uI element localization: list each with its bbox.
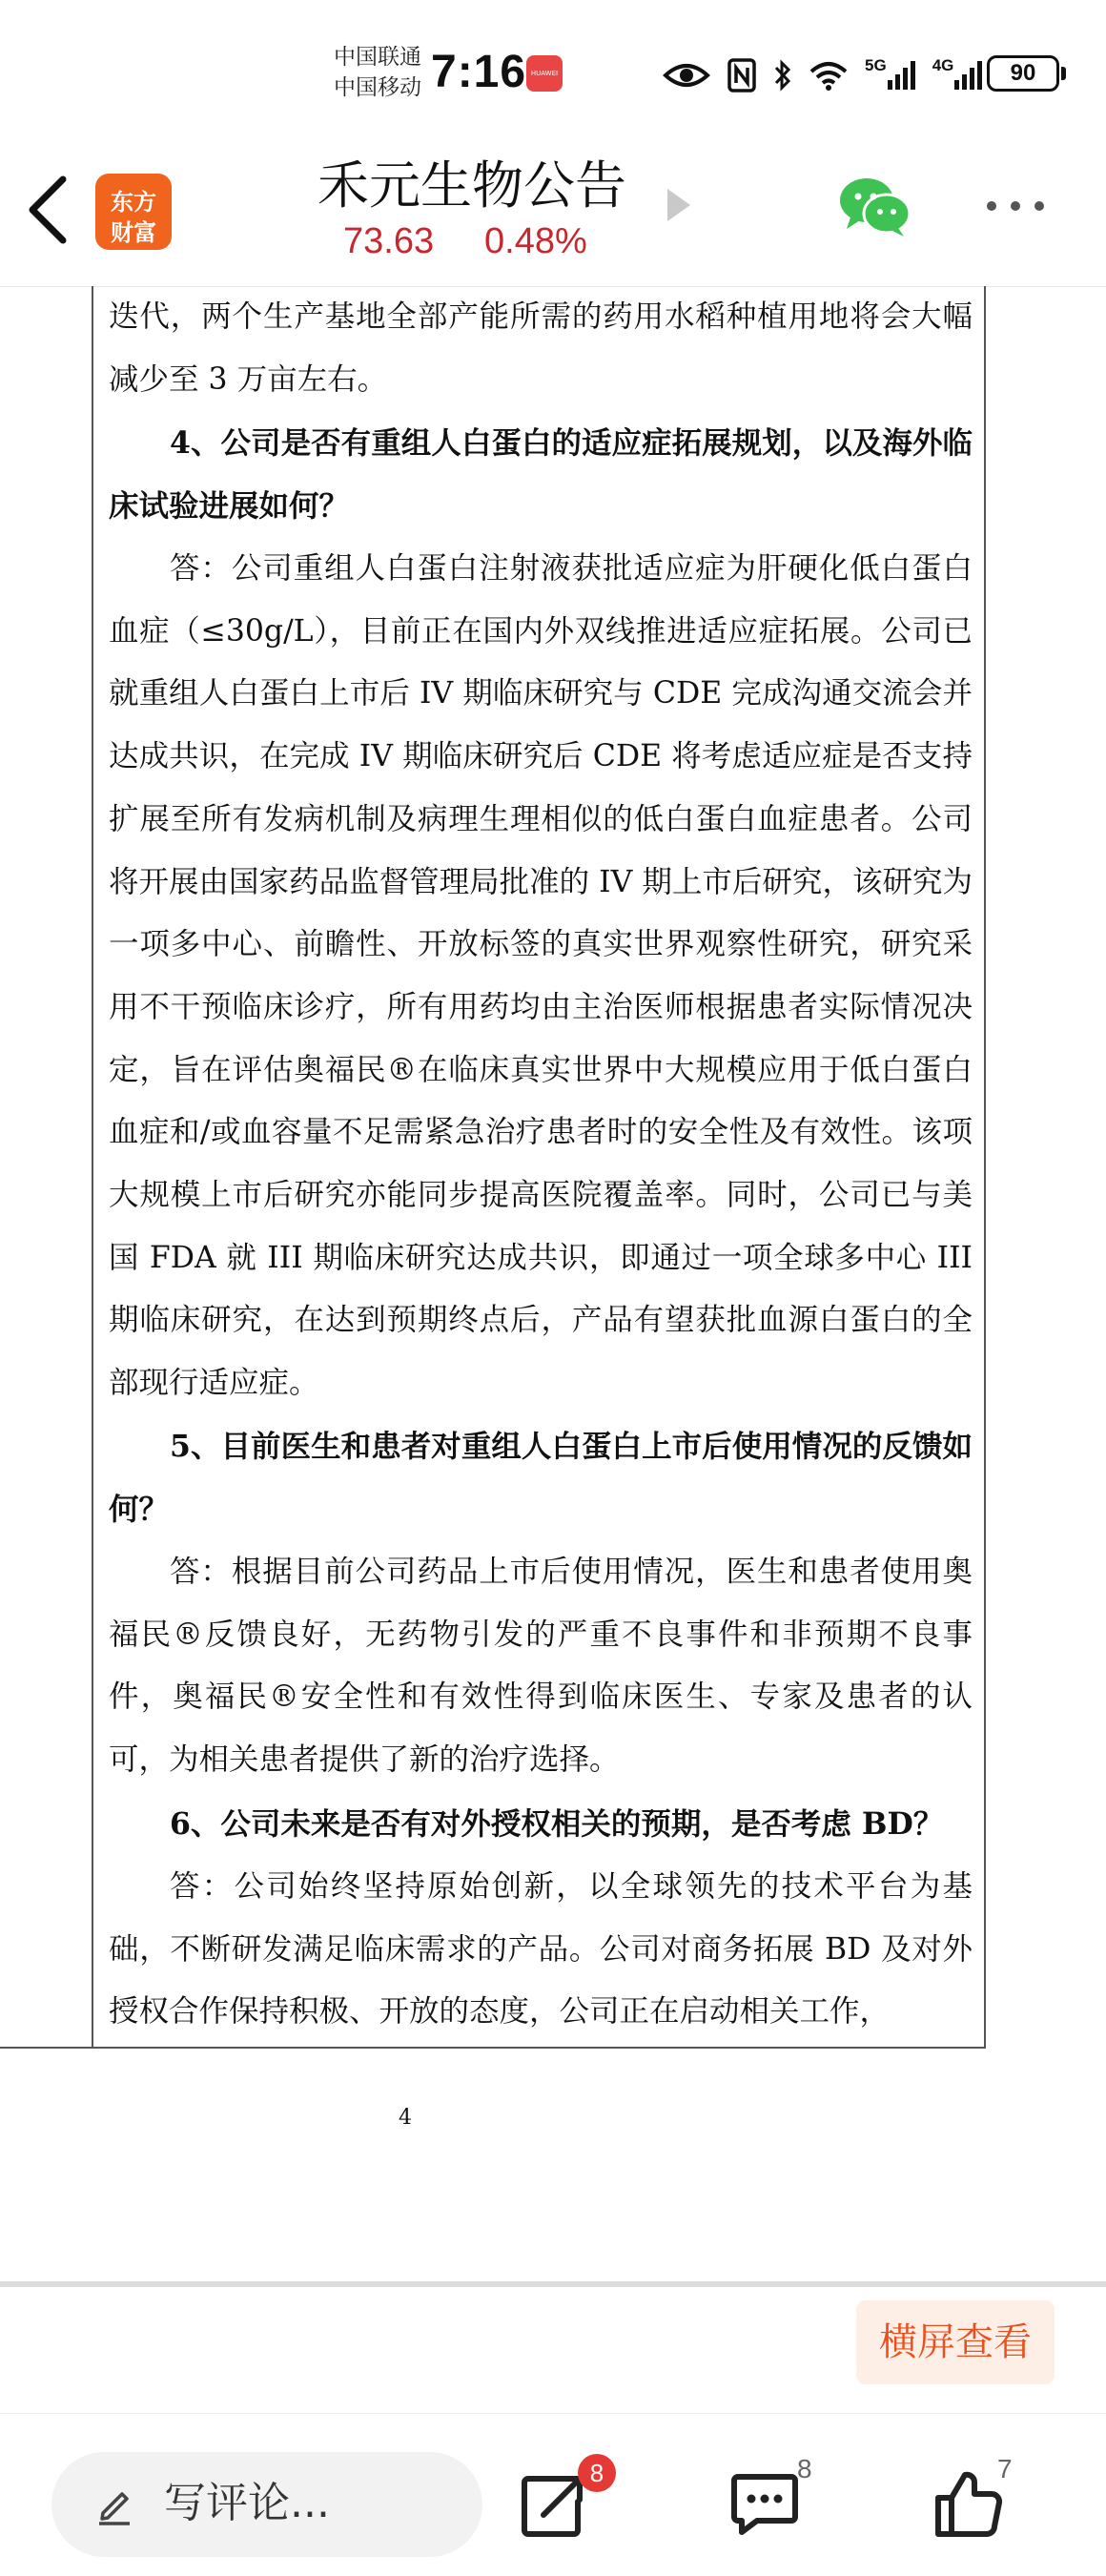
clock: 7:16 <box>431 47 527 97</box>
back-button[interactable] <box>21 172 78 248</box>
battery-icon <box>987 55 1059 92</box>
question-heading: 4、公司是否有重组人白蛋白的适应症拓展规划，以及海外临床试验进展如何？ <box>109 425 973 524</box>
wechat-icon <box>837 174 913 240</box>
status-icons <box>663 52 982 99</box>
comment-placeholder: 写评论... <box>164 2479 330 2527</box>
nav-header <box>0 153 1106 287</box>
page-number: 4 <box>399 2106 412 2130</box>
table-border-bottom <box>0 2047 986 2049</box>
network-2-label: 4G <box>932 56 954 74</box>
stock-change-pct: 0.48% <box>484 221 587 261</box>
bluetooth-icon <box>773 58 792 93</box>
page-title: 禾元生物公告 <box>317 155 626 216</box>
comments-button[interactable] <box>728 2467 801 2544</box>
bottom-action-bar <box>0 2413 1106 2576</box>
paragraph-text: 迭代，两个生产基地全部产能所需的药用水稻种植用地将会大幅减少至 3 万亩左右。 <box>109 299 973 397</box>
question-heading: 6、公司未来是否有对外授权相关的预期，是否考虑 BD？ <box>170 1806 944 1842</box>
signal-5g-icon <box>865 56 915 90</box>
eye-icon <box>663 61 710 90</box>
answer-text: 答：根据目前公司药品上市后使用情况，医生和患者使用奥福民®反馈良好，无药物引发的严重不良事件和非预期不良事件，奥福民®安全性和有效性得到临床医生、专家及患者的认可，为相关患者提供了新的治疗选择。 <box>109 1555 973 1778</box>
comment-count: 8 <box>797 2454 812 2483</box>
wechat-share-button[interactable] <box>837 174 913 240</box>
thumbs-up-icon <box>932 2467 1005 2540</box>
like-button[interactable] <box>932 2467 1005 2544</box>
battery-level: 90 <box>1010 60 1036 86</box>
chevron-left-icon <box>21 172 78 248</box>
announcement-document[interactable] <box>0 286 1106 2279</box>
signal-4g-icon <box>932 56 983 90</box>
carrier-2: 中国移动 <box>334 75 421 100</box>
huawei-notification-icon: HUAWEI <box>526 55 563 92</box>
answer-text: 答：公司始终坚持原始创新，以全球领先的技术平台为基础，不断研发满足临床需求的产品。公司对商务拓展 BD 及对外授权合作保持积极、开放的态度，公司正在启动相关工作， <box>109 1869 973 2030</box>
stock-price: 73.63 <box>343 221 435 261</box>
answer-text: 答：公司重组人白蛋白注射液获批适应症为肝硬化低白蛋白血症（≤30g/L），目前正在国内外双线推进适应症拓展。公司已就重组人白蛋白上市后 IV 期临床研究与 CDE 完成沟通交流会并达成共识，在完成 IV 期临床研究后 CDE 将考虑适应症是否支持扩展至所有发病机制及病理生理相似的低白蛋白血症患者。公司将开展由国家药品监督管理局批准的 IV 期上市后研究，该研究为一项多中心、前瞻性、开放标签的真实世界观察性研究，研究采用不干预临床诊疗，所有用药均由主治医师根据患者实际情况决定，旨在评估奥福民®在临床真实世界中大规模应用于低白蛋白血症和/或血容量不足需紧急治疗患者时的安全性及有效性。该项大规模上市后研究亦能同步提高医院覆盖率。同时，公司已与美国 FDA 就 III 期临床研究达成共识，即通过一项全球多中心 III 期临床研究，在达到预期终点后，产品有望获批血源白蛋白的全部现行适应症。 <box>109 551 973 1401</box>
landscape-view-button[interactable]: 横屏查看 <box>856 2300 1055 2384</box>
nfc-icon <box>727 58 756 93</box>
eastmoney-logo[interactable] <box>95 174 172 250</box>
play-arrow-icon[interactable] <box>667 189 690 221</box>
more-dots-icon <box>982 187 1049 225</box>
comment-input[interactable] <box>51 2452 482 2557</box>
question-heading: 5、目前医生和患者对重组人白蛋白上市后使用情况的反馈如何？ <box>109 1429 973 1527</box>
battery-tip <box>1061 67 1066 80</box>
app-logo-line2: 财富 <box>111 219 156 246</box>
carrier-info <box>334 42 421 103</box>
network-1-label: 5G <box>865 56 887 74</box>
pencil-icon <box>93 2484 135 2530</box>
status-bar <box>0 0 1106 153</box>
app-logo-line1: 东方 <box>111 189 156 216</box>
like-count: 7 <box>997 2454 1013 2483</box>
table-border-left <box>92 286 93 2049</box>
wifi-icon <box>809 60 848 91</box>
comment-bubble-icon <box>728 2467 801 2540</box>
more-options-button[interactable] <box>982 187 1049 225</box>
carrier-1: 中国联通 <box>334 45 421 70</box>
table-border-right <box>984 286 986 2049</box>
share-badge: 8 <box>578 2454 616 2492</box>
divider <box>0 2281 1106 2287</box>
